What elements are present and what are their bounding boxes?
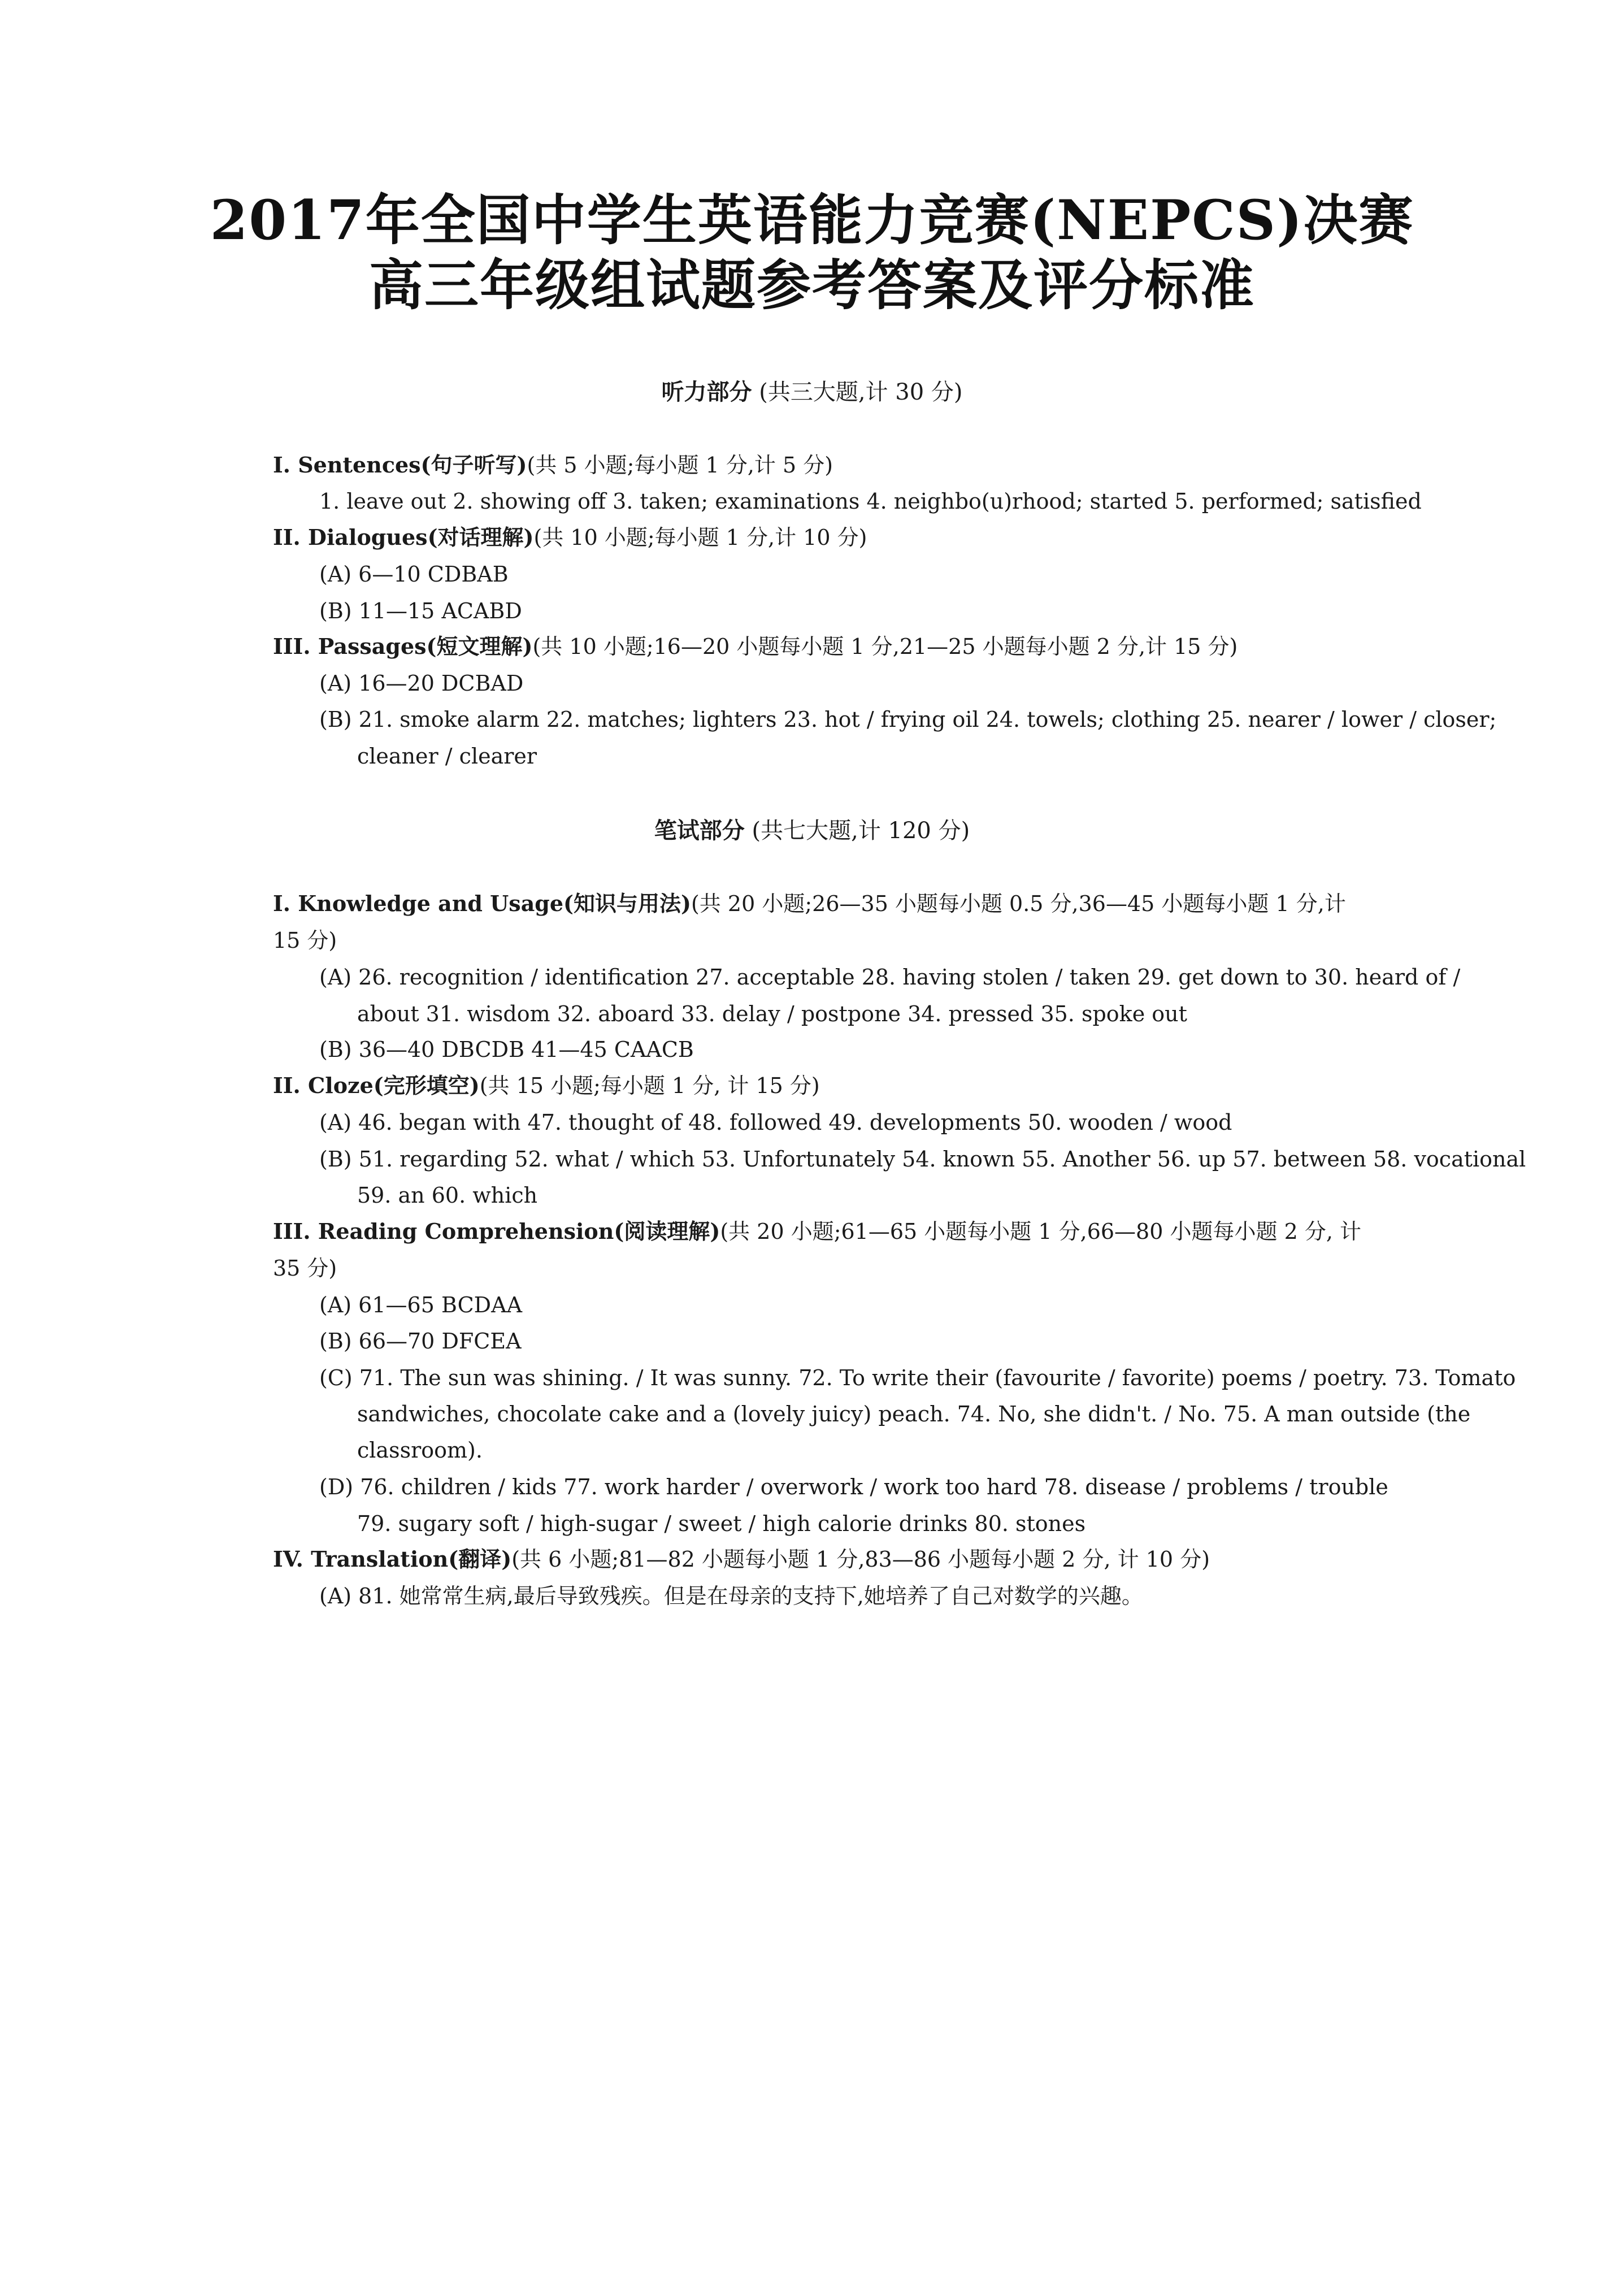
writing-heading: [0, 814, 1624, 848]
writing-s3-c-line1: (C) 71. The sun was shining. / It was sunny. 72. To write their (favourite / favorite) poems / poetry. 73. Tomato: [319, 1365, 1516, 1390]
writing-s3-note-cont: 35 分): [273, 1256, 337, 1281]
section-label: III. Reading Comprehension(阅读理解): [273, 1218, 720, 1244]
section-note: (共 5 小题;每小题 1 分,计 5 分): [527, 453, 833, 478]
section-label: I. Knowledge and Usage(知识与用法): [273, 891, 692, 916]
writing-s3-c-line3: classroom).: [357, 1438, 483, 1463]
section-label: III. Passages(短文理解): [273, 634, 533, 659]
section-note: (共 10 小题;16—20 小题每小题 1 分,21—25 小题每小题 2 分,计 15 分): [532, 634, 1238, 659]
writing-s3-c-line2: sandwiches, chocolate cake and a (lovely juicy) peach. 74. No, she didn't. / No. 75. A man outside (the: [357, 1402, 1471, 1426]
writing-section-4-heading: [273, 1543, 1210, 1575]
listening-section-3-heading: [273, 631, 1237, 662]
writing-s1-a-line2: about 31. wisdom 32. aboard 33. delay / postpone 34. pressed 35. spoke out: [357, 1001, 1187, 1026]
writing-section-3-heading: [273, 1216, 1361, 1247]
section-note: (共 20 小题;61—65 小题每小题 1 分,66—80 小题每小题 2 分, 计: [720, 1219, 1361, 1244]
title-line-1: 2017年全国中学生英语能力竞赛(NEPCS)决赛: [210, 188, 1414, 252]
section-label: II. Dialogues(对话理解): [273, 524, 534, 550]
section-note: (共 6 小题;81—82 小题每小题 1 分,83—86 小题每小题 2 分, 计 10 分): [511, 1547, 1210, 1572]
writing-s4-a: (A) 81. 她常常生病,最后导致残疾。但是在母亲的支持下,她培养了自己对数学的兴趣。: [319, 1584, 1143, 1608]
listening-s2-b: (B) 11—15 ACABD: [319, 599, 522, 623]
listening-heading: [0, 375, 1624, 409]
writing-s3-b: (B) 66—70 DFCEA: [319, 1329, 522, 1354]
writing-s2-a: (A) 46. began with 47. thought of 48. followed 49. developments 50. wooden / wood: [319, 1110, 1232, 1135]
listening-section-2-heading: [273, 522, 867, 553]
listening-heading-label: 听力部分: [661, 379, 752, 405]
section-note: (共 20 小题;26—35 小题每小题 0.5 分,36—45 小题每小题 1 分,计: [691, 891, 1346, 916]
section-note: (共 10 小题;每小题 1 分,计 10 分): [533, 525, 867, 550]
writing-s1-b: (B) 36—40 DBCDB 41—45 CAACB: [319, 1037, 694, 1062]
listening-s3-a: (A) 16—20 DCBAD: [319, 671, 524, 696]
listening-section-1-heading: [273, 449, 833, 481]
section-label: IV. Translation(翻译): [273, 1546, 512, 1572]
section-note: (共 15 小题;每小题 1 分, 计 15 分): [479, 1073, 820, 1098]
section-label: I. Sentences(句子听写): [273, 452, 527, 478]
title-line-2: 高三年级组试题参考答案及评分标准: [369, 253, 1255, 317]
writing-s1-a-line1: (A) 26. recognition / identification 27. acceptable 28. having stolen / taken 29. get down to 30. heard of /: [319, 965, 1461, 990]
listening-s3-b-line2: cleaner / clearer: [357, 744, 537, 769]
writing-heading-label: 笔试部分: [654, 817, 745, 844]
listening-heading-note: (共三大题,计 30 分): [759, 379, 963, 405]
writing-section-2-heading: [273, 1070, 820, 1102]
listening-s2-a: (A) 6—10 CDBAB: [319, 562, 509, 587]
writing-heading-note: (共七大题,计 120 分): [752, 818, 970, 844]
listening-s1-answers: 1. leave out 2. showing off 3. taken; examinations 4. neighbo(u)rhood; started 5. performed; satisfied: [319, 489, 1422, 514]
writing-s2-b-line2: 59. an 60. which: [357, 1183, 538, 1208]
listening-s3-b-line1: (B) 21. smoke alarm 22. matches; lighters 23. hot / frying oil 24. towels; clothing 25. nearer / lower / closer;: [319, 707, 1497, 732]
writing-s2-b-line1: (B) 51. regarding 52. what / which 53. Unfortunately 54. known 55. Another 56. up 57. between 58. vocational: [319, 1147, 1526, 1172]
writing-section-1-heading: [273, 888, 1346, 920]
writing-s1-note-cont: 15 分): [273, 928, 337, 953]
section-label: II. Cloze(完形填空): [273, 1073, 480, 1098]
writing-s3-d-line1: (D) 76. children / kids 77. work harder / overwork / work too hard 78. disease / problems / trouble: [319, 1475, 1388, 1499]
writing-s3-d-line2: 79. sugary soft / high-sugar / sweet / high calorie drinks 80. stones: [357, 1511, 1086, 1536]
writing-s3-a: (A) 61—65 BCDAA: [319, 1293, 523, 1317]
